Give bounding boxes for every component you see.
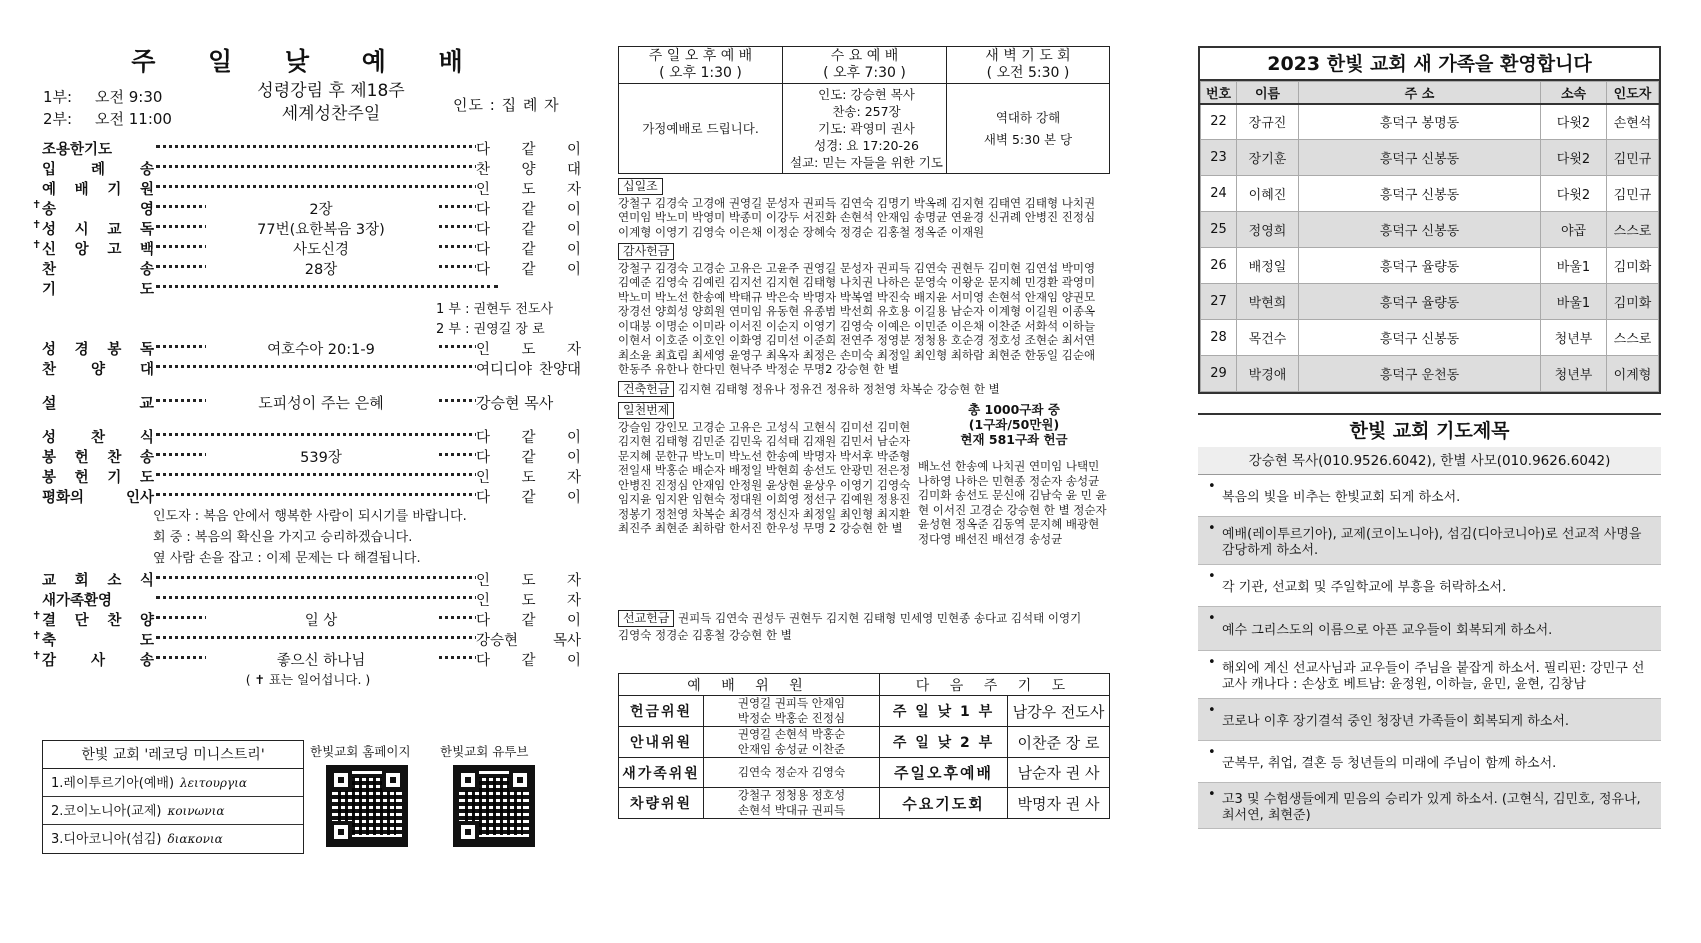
- order-row: [28, 138, 588, 158]
- order-row: [28, 589, 588, 609]
- order-content: 77번(요한복음 3장): [206, 218, 436, 239]
- prayer-item: [1198, 565, 1661, 607]
- order-row-prayer: [28, 278, 588, 298]
- order-name: 찬 송: [42, 262, 154, 278]
- afternoon-service-header: 주 일 오 후 예 배 ( 오후 1:30 ): [619, 47, 783, 84]
- next-prayer-name: 이찬준 장 로: [1008, 727, 1110, 758]
- youtube-qr-code[interactable]: [453, 765, 535, 847]
- order-name: 예 배 기 원: [42, 182, 154, 198]
- table-cell: 다윗2: [1541, 140, 1607, 176]
- order-role: 인 도 자: [476, 338, 581, 359]
- bullet-icon: •: [1208, 569, 1216, 584]
- order-role: 강승현 목사: [476, 629, 581, 650]
- table-cell: 26: [1201, 248, 1237, 284]
- next-prayer-service: 주일오후예배: [880, 758, 1008, 788]
- order-role: 다 같 이: [476, 258, 581, 279]
- table-row: [1201, 248, 1659, 284]
- order-name: 봉 헌 찬 송: [42, 450, 154, 466]
- order-role: 다 같 이: [476, 426, 581, 447]
- prayer-item: [1198, 607, 1661, 651]
- recording-item: 1.레이투르기아(예배) λειτουργια: [43, 769, 303, 797]
- new-family-title: 2023 한빛 교회 새 가족을 환영합니다: [1200, 48, 1659, 81]
- new-family-table: [1200, 81, 1659, 392]
- sermon-title: 도피성이 주는 은혜: [206, 392, 436, 413]
- service-title: 주 일 낮 예 배: [131, 47, 485, 76]
- time-value-1: 오전 9:30: [95, 88, 163, 106]
- order-row: [28, 238, 588, 258]
- table-cell: 28: [1201, 320, 1237, 356]
- committee-names: 권영길 손현석 박홍순 안재임 송성균 이찬준: [704, 727, 880, 758]
- stand-mark: ✝: [32, 629, 42, 642]
- table-row: [1201, 140, 1659, 176]
- greeting-line: 옆 사람 손을 잡고 : 이제 문제는 다 해결됩니다.: [153, 551, 421, 566]
- order-name: 교 회 소 식: [42, 573, 154, 589]
- order-row: [28, 486, 588, 506]
- next-prayer-service: 수요기도회: [880, 788, 1008, 819]
- bullet-icon: •: [1208, 655, 1216, 670]
- committee-header: 예 배 위 원: [619, 674, 880, 696]
- order-row: [28, 258, 588, 278]
- greeting-line: 회 중 : 복음의 확신을 가지고 승리하겠습니다.: [153, 530, 413, 545]
- million-names-left: 강슬임 강인모 고경순 고유은 고성식 고현식 김미선 김미현 김지현 김태형 김민준 김민욱 김석태 김재원 김민서 남순자 문지혜 문한규 박노미 박노선 한송예 박명자 박서후 박준형 전일새 박홍순 배순자 배정일 박현희 송선도 안광민 전은정 안병진 진정심 안재임 안정원 윤상현 윤상우 이영기 김영숙 임지윤 임지완 임현숙 정대원 이희영 정선구 김예원 정용진 정봉기 정천영 차복순 최경석 정신자 최정일 최인형 최지환 최진주 최현준 최하람 한서진 한우성 무명 2 강승현 한 별: [618, 419, 911, 535]
- thanks-names: 강철구 김경숙 고경순 고유은 고윤주 권영길 문성자 권피득 김연숙 권현두 김미현 김연섭 박미영 김예준 김영숙 김예린 김지선 김지현 김태형 나치권 나하은 문영숙 이왕운 문지혜 민경환 곽영미 박노미 박노선 한송예 박태규 박은숙 박명자 박복열 박진숙 배지윤 서미영 손현석 안재임 양권모 장경선 양희성 양희원 연미임 유동현 유종범 박선희 유호용 이길용 남순자 이계형 이길원 이종옥 이대붕 이명순 이미라 이서진 이순지 이영기 김영숙 이예은 이민준 이은채 이찬준 서화석 이하늘 이현서 이호준 이호인 이화영 김미선 이준희 전연주 정영분 정청용 호순경 정호성 조현순 최서연 최소윤 최효림 최세영 윤영구 최옥자 최정은 손미숙 최정일 최인형 최하람 최현준 한동일 김순애 한동주 유한나 한다민 현낙주 박정순 무명2 강승현 한 별: [618, 260, 1096, 376]
- prayer-topics-title: 한빛 교회 기도제목: [1198, 415, 1661, 447]
- order-content: 사도신경: [206, 238, 436, 259]
- table-cell: 배정일: [1237, 248, 1299, 284]
- million-count: 총 1000구좌 중 (1구좌/50만원) 현재 581구좌 헌금: [960, 402, 1068, 447]
- new-family-box: [1198, 46, 1661, 394]
- mission-section: [618, 610, 1110, 642]
- offerings-column: [618, 0, 1110, 943]
- table-cell: 바울1: [1541, 248, 1607, 284]
- leader-dots: [156, 493, 498, 496]
- order-name: 성 찬 식: [42, 430, 154, 446]
- tithe-names: 강철구 김경숙 고경애 권영길 문성자 권피득 김연숙 김명기 박옥례 김지현 김태연 김태형 나치권 연미임 박노미 박영미 박종미 이강두 서진화 손현석 안재임 송명균 연윤경 신귀례 안병진 진정심 이계형 이영기 김영숙 이은채 이정순 장혜숙 정경순 김홍철 정옥준 이재원: [618, 195, 1096, 239]
- order-role: 인 도 자: [476, 466, 581, 487]
- table-cell: 23: [1201, 140, 1237, 176]
- order-role: 다 같 이: [476, 649, 581, 670]
- building-names: 김지현 김태형 정유나 정유건 정유하 정천영 차복순 강승현 한 별: [678, 381, 1000, 396]
- dawn-prayer-details: 역대하 강해 새벽 5:30 본 당: [947, 84, 1110, 174]
- prayer-text: 해외에 계신 선교사님과 교우들이 주님을 붙잡게 하소서. 필리핀: 강민구 선교사 캐나다 : 손상호 베트남: 윤정원, 이하늘, 윤민, 윤현, 김창남: [1222, 660, 1645, 692]
- col-header: 주 소: [1299, 82, 1541, 104]
- order-row-sermon: [28, 392, 588, 412]
- order-row: [28, 178, 588, 198]
- table-row: [1201, 284, 1659, 320]
- order-content: 539장: [206, 446, 436, 467]
- table-cell: 장규진: [1237, 104, 1299, 140]
- order-role: 인 도 자: [476, 589, 581, 610]
- sunday-name: 세계성찬주일: [281, 104, 381, 124]
- table-cell: 흥덕구 율량동: [1299, 248, 1541, 284]
- time-label-1: 1부:: [43, 88, 73, 106]
- prayer-item: [1198, 517, 1661, 565]
- table-row: [1201, 320, 1659, 356]
- dawn-prayer-header: 새 벽 기 도 회 ( 오전 5:30 ): [947, 47, 1110, 84]
- table-cell: 다윗2: [1541, 104, 1607, 140]
- order-role: 다 같 이: [476, 486, 581, 507]
- order-content: 여호수아 20:1-9: [206, 338, 436, 359]
- committee-names: 권영길 권피득 안재임 박정순 박홍순 진정심: [704, 696, 880, 727]
- order-name: 성 경 봉 독: [42, 342, 154, 358]
- building-section: [618, 381, 1110, 399]
- order-row: [28, 158, 588, 178]
- order-name: 결 단 찬 양: [42, 613, 154, 629]
- order-role: 여디디야 찬양대: [476, 358, 581, 379]
- committee-names: 강철구 정청용 정호성 손현석 박대규 권피득: [704, 788, 880, 819]
- table-cell: 흥덕구 율량동: [1299, 284, 1541, 320]
- afternoon-service-note: 가정예배로 드립니다.: [619, 84, 783, 174]
- tithe-tag: 십일조: [618, 178, 663, 195]
- prayer-text: 고3 및 수험생들에게 믿음의 승리가 있게 하소서. (고현식, 김민호, 정유나, 최서연, 최현준): [1222, 791, 1641, 823]
- order-role: 다 같 이: [476, 218, 581, 239]
- order-row: [28, 198, 588, 218]
- prayer-text: 예수 그리스도의 이름으로 아픈 교우들이 회복되게 하소서.: [1222, 622, 1553, 638]
- prayer-text: 예배(레이투르기아), 교제(코이노니아), 섬김(디아코니아)로 선교적 사명을 감당하게 하소서.: [1222, 526, 1642, 558]
- table-cell: 22: [1201, 104, 1237, 140]
- leader-dots: [156, 185, 498, 188]
- table-cell: 25: [1201, 212, 1237, 248]
- col-header: 이름: [1237, 82, 1299, 104]
- thanks-section: [618, 243, 1110, 377]
- table-cell: 24: [1201, 176, 1237, 212]
- next-prayer-name: 남강우 전도사: [1008, 696, 1110, 727]
- order-content: 28장: [206, 258, 436, 279]
- order-name: 신 앙 고 백: [42, 242, 154, 258]
- leader-dots: [156, 285, 498, 288]
- order-row: [28, 609, 588, 629]
- order-role: 인 도 자: [476, 569, 581, 590]
- order-name: 설 교: [42, 394, 154, 412]
- peace-greeting: [153, 506, 588, 569]
- table-cell: 김민규: [1607, 140, 1659, 176]
- table-row: [1201, 176, 1659, 212]
- greeting-line: 인도자 : 복음 안에서 행복한 사람이 되시기를 바랍니다.: [153, 509, 467, 524]
- tithe-section: [618, 178, 1110, 239]
- order-row: [28, 649, 588, 669]
- order-name: 성 시 교 독: [42, 222, 154, 238]
- order-role: 다 같 이: [476, 198, 581, 219]
- bullet-icon: •: [1208, 611, 1216, 626]
- service-header: [28, 78, 588, 138]
- order-list-1: [28, 138, 588, 278]
- leader-dots: [156, 473, 498, 476]
- bullet-icon: •: [1208, 787, 1216, 802]
- table-cell: 스스로: [1607, 212, 1659, 248]
- order-name: 조용한기도: [42, 142, 113, 158]
- newfamily-prayer-column: [1198, 0, 1661, 943]
- table-cell: 흥덕구 운천동: [1299, 356, 1541, 392]
- table-cell: 다윗2: [1541, 176, 1607, 212]
- order-name: 새가족환영: [42, 593, 113, 609]
- table-cell: 흥덕구 봉명동: [1299, 104, 1541, 140]
- stand-mark: ✝: [32, 238, 42, 251]
- order-list-4: [28, 569, 588, 669]
- committee-role: 차량위원: [619, 788, 704, 819]
- committee-role: 안내위원: [619, 727, 704, 758]
- stand-mark: ✝: [32, 198, 42, 211]
- wednesday-service-header: 수 요 예 배 ( 오후 7:30 ): [783, 47, 947, 84]
- other-services-table: [618, 46, 1110, 174]
- leader-dots: [156, 576, 498, 579]
- order-role: 다 같 이: [476, 238, 581, 259]
- service-week: [216, 80, 446, 126]
- col-header: 번호: [1201, 82, 1237, 104]
- committee-table: [618, 673, 1110, 819]
- table-cell: 정영희: [1237, 212, 1299, 248]
- prayer-2: 2 부 : 권영길 장 로: [28, 318, 588, 338]
- prayer-text: 각 기관, 선교회 및 주일학교에 부흥을 허락하소서.: [1222, 579, 1507, 595]
- order-role: 다 같 이: [476, 446, 581, 467]
- prayer-item: [1198, 475, 1661, 517]
- table-cell: 스스로: [1607, 320, 1659, 356]
- table-cell: 바울1: [1541, 284, 1607, 320]
- order-row: [28, 466, 588, 486]
- prayer-text: 코로나 이후 장기결석 중인 청장년 가족들이 회복되게 하소서.: [1222, 713, 1570, 729]
- homepage-qr-code[interactable]: [326, 765, 408, 847]
- leader-dots: [156, 165, 498, 168]
- recording-item: 2.코이노니아(교제) κοινωνια: [43, 797, 303, 825]
- stand-note: ( ✝ 표는 일어섭니다. ): [245, 672, 371, 687]
- service-order-column: [28, 0, 588, 943]
- leader-dots: [156, 636, 498, 639]
- order-row: [28, 569, 588, 589]
- bullet-icon: •: [1208, 745, 1216, 760]
- table-cell: 흥덕구 신봉동: [1299, 212, 1541, 248]
- order-name: 봉 헌 기 도: [42, 470, 154, 486]
- table-cell: 흥덕구 신봉동: [1299, 176, 1541, 212]
- prayer-item: [1198, 741, 1661, 783]
- stand-mark: ✝: [32, 649, 42, 662]
- order-name: 송 영: [42, 202, 154, 218]
- million-names-right: 배노선 한송예 나치권 연미임 나택민 나하영 나하은 민현종 정순자 송성균 김미화 송선도 문신애 김남숙 윤 민 윤 현 이서진 고경순 강승현 한 별 정순자 윤성현 정옥준 김동역 문지혜 배광현 정다영 배선진 배선경 송성균: [918, 459, 1107, 546]
- mission-names: 권피득 김연숙 권성두 권현두 김지현 김태형 민세영 민현종 송다교 김석태 이영기 김영숙 정경순 김홍철 강승현 한 별: [618, 611, 1082, 642]
- prayer-contact: 강승현 목사(010.9526.6042), 한별 사모(010.9626.6042): [1198, 447, 1661, 475]
- prayer-text: 군복무, 취업, 결혼 등 청년들의 미래에 주님이 함께 하소서.: [1222, 755, 1557, 771]
- prayer-item: [1198, 699, 1661, 741]
- prayer-text: 복음의 빛을 비추는 한빛교회 되게 하소서.: [1222, 489, 1461, 505]
- next-prayer-header: 다 음 주 기 도: [880, 674, 1110, 696]
- next-prayer-name: 박명자 권 사: [1008, 788, 1110, 819]
- table-cell: 야곱: [1541, 212, 1607, 248]
- million-tag: 일천번제: [618, 402, 674, 419]
- bullet-icon: •: [1208, 479, 1216, 494]
- time-value-2: 오전 11:00: [95, 110, 172, 128]
- service-leader: 인도 : 집 례 자: [453, 96, 560, 114]
- committee-role: 새가족위원: [619, 758, 704, 788]
- table-cell: 김미화: [1607, 248, 1659, 284]
- order-content: 좋으신 하나님: [206, 649, 436, 670]
- prayer-topics-box: [1198, 413, 1661, 829]
- order-row: [28, 338, 588, 358]
- next-prayer-service: 주 일 낮 1 부: [880, 696, 1008, 727]
- order-name: 찬 양 대: [42, 362, 154, 378]
- table-cell: 김민규: [1607, 176, 1659, 212]
- table-cell: 장기훈: [1237, 140, 1299, 176]
- order-list-3: [28, 426, 588, 506]
- table-cell: 흥덕구 신봉동: [1299, 140, 1541, 176]
- wednesday-service-details: 인도: 강승현 목사 찬송: 257장 기도: 곽영미 권사 성경: 요 17:20-26 설교: 믿는 자들을 위한 기도: [783, 84, 947, 174]
- sermon-preacher: 강승현 목사: [476, 392, 581, 413]
- week-name: 성령강림 후 제18주: [257, 81, 405, 101]
- col-header: 소속: [1541, 82, 1607, 104]
- leader-dots: [156, 145, 498, 148]
- bullet-icon: •: [1208, 521, 1216, 536]
- order-row: [28, 629, 588, 649]
- stand-mark: ✝: [32, 218, 42, 231]
- order-row: [28, 426, 588, 446]
- youtube-qr-label: 한빛교회 유투브: [440, 744, 529, 759]
- order-name: 감 사 송: [42, 653, 154, 669]
- building-tag: 건축헌금: [618, 381, 674, 398]
- order-row: [28, 218, 588, 238]
- recording-ministry-box: [42, 740, 304, 854]
- table-cell: 김미화: [1607, 284, 1659, 320]
- table-row: [1201, 212, 1659, 248]
- leader-dots: [156, 433, 498, 436]
- order-role: 찬 양 대: [476, 158, 581, 179]
- recording-item: 3.디아코니아(섬김) διακονια: [51, 832, 223, 847]
- mission-tag: 선교헌금: [618, 610, 674, 627]
- recording-title: 한빛 교회 '레코딩 미니스트리': [43, 741, 303, 769]
- order-name: 기 도: [42, 282, 154, 298]
- table-cell: 청년부: [1541, 320, 1607, 356]
- order-role: 다 같 이: [476, 609, 581, 630]
- stand-mark: ✝: [32, 609, 42, 622]
- order-role: 인 도 자: [476, 178, 581, 199]
- prayer-item: [1198, 783, 1661, 829]
- homepage-qr-label: 한빛교회 홈페이지: [310, 744, 411, 759]
- leader-dots: [156, 596, 498, 599]
- table-cell: 박경애: [1237, 356, 1299, 392]
- order-name: 입 례 송: [42, 162, 154, 178]
- committee-role: 헌금위원: [619, 696, 704, 727]
- prayer-item: [1198, 651, 1661, 699]
- order-content: 일 상: [206, 609, 436, 630]
- table-cell: 박현희: [1237, 284, 1299, 320]
- table-cell: 27: [1201, 284, 1237, 320]
- next-prayer-name: 남순자 권 사: [1008, 758, 1110, 788]
- table-cell: 청년부: [1541, 356, 1607, 392]
- order-list-2: [28, 338, 588, 378]
- col-header: 인도자: [1607, 82, 1659, 104]
- order-content: 2장: [206, 198, 436, 219]
- service-times: [43, 86, 172, 130]
- order-row: [28, 446, 588, 466]
- table-cell: 이계형: [1607, 356, 1659, 392]
- bullet-icon: •: [1208, 703, 1216, 718]
- table-row: [1201, 356, 1659, 392]
- time-label-2: 2부:: [43, 110, 73, 128]
- million-section: [618, 402, 1110, 606]
- prayer-1: 1 부 : 권현두 전도사: [28, 298, 588, 318]
- thanks-tag: 감사헌금: [618, 243, 674, 260]
- table-cell: 이혜진: [1237, 176, 1299, 212]
- table-row: [1201, 104, 1659, 140]
- table-cell: 목건수: [1237, 320, 1299, 356]
- table-cell: 손현석: [1607, 104, 1659, 140]
- leader-dots: [156, 365, 498, 368]
- table-cell: 29: [1201, 356, 1237, 392]
- order-row: [28, 358, 588, 378]
- committee-names: 김연숙 정순자 김영숙: [704, 758, 880, 788]
- order-name: 평화의 인사: [42, 490, 154, 506]
- table-cell: 흥덕구 신봉동: [1299, 320, 1541, 356]
- order-role: 다 같 이: [476, 138, 581, 159]
- order-name: 축 도: [42, 633, 154, 649]
- next-prayer-service: 주 일 낮 2 부: [880, 727, 1008, 758]
